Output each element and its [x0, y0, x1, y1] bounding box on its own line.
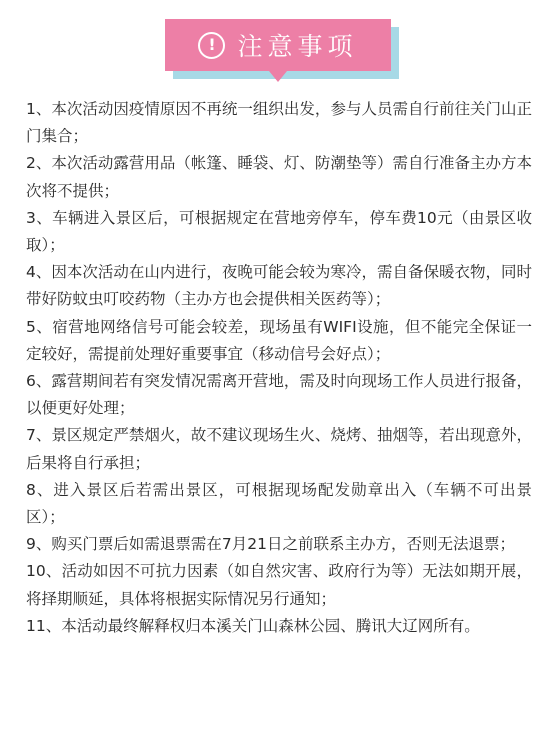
notice-item: 10、活动如因不可抗力因素（如自然灾害、政府行为等）无法如期开展，将择期顺延，具体将根据实际情况另行通知；: [26, 562, 532, 608]
notice-item: 5、宿营地网络信号可能会较差，现场虽有WIFI设施，但不能完全保证一定较好，需提前处理好重要事宜（移动信号会好点）；: [26, 317, 532, 363]
notice-item: 7、景区规定严禁烟火，故不建议现场生火、烧烤、抽烟等，若出现意外，后果将自行承担；: [26, 426, 532, 472]
notice-item: 1、本次活动因疫情原因不再统一组织出发，参与人员需自行前往关门山正门集合；: [26, 100, 532, 146]
notice-list: [26, 96, 532, 640]
notice-item: 9、购买门票后如需退票需在7月21日之前联系主办方，否则无法退票；: [26, 535, 515, 554]
notice-item: 8、进入景区后若需出景区，可根据现场配发勋章出入（车辆不可出景区）；: [26, 480, 532, 527]
notice-item: 11、本活动最终解释权归本溪关门山森林公园、腾讯大辽网所有。: [26, 616, 480, 635]
notice-banner: [165, 19, 399, 85]
exclamation-circle-icon: !: [198, 32, 225, 59]
notice-item: 2、本次活动露营用品（帐篷、睡袋、灯、防潮垫等）需自行准备主办方本次将不提供；: [26, 154, 532, 200]
notice-item: 6、露营期间若有突发情况需离开营地，需及时向现场工作人员进行报备，以便更好处理；: [26, 372, 532, 418]
notice-item: 3、车辆进入景区后，可根据规定在营地旁停车，停车费10元（由景区收取）；: [26, 208, 532, 255]
banner-box: [165, 19, 391, 71]
notice-item: 4、因本次活动在山内进行，夜晚可能会较为寒冷，需自备保暖衣物，同时带好防蚊虫叮咬药物（主办方也会提供相关医药等）；: [26, 263, 532, 309]
page-title: 注意事项: [237, 32, 358, 61]
banner-pointer: [269, 71, 287, 82]
